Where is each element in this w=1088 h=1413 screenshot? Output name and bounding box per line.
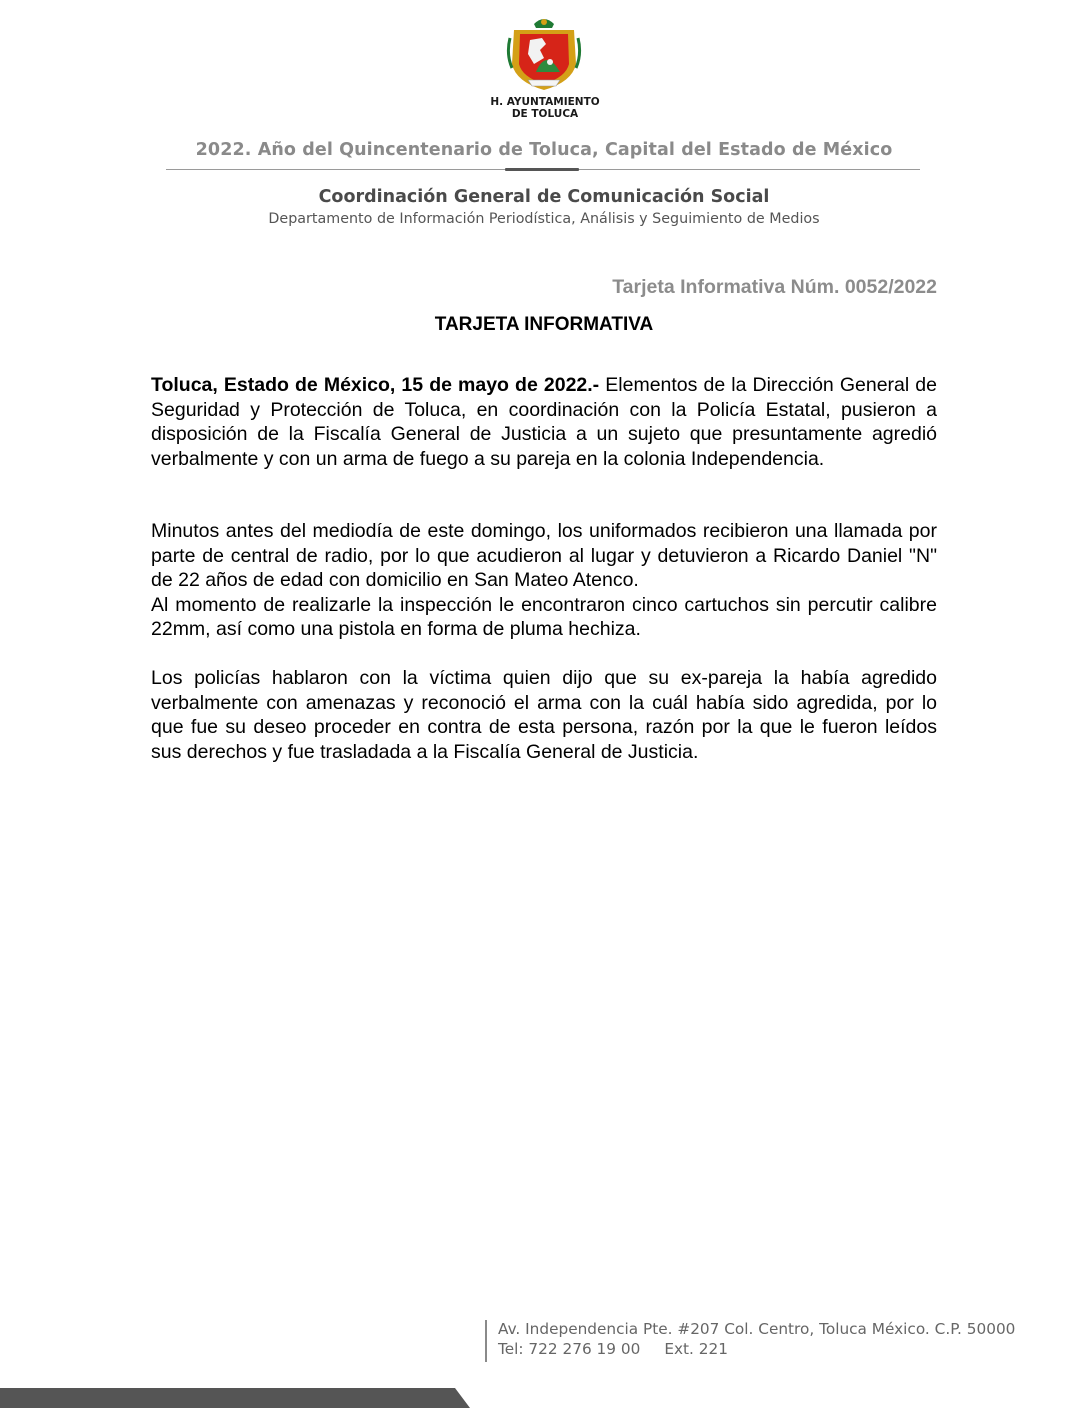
footer-address: Av. Independencia Pte. #207 Col. Centro, Toluca México. C.P. 50000 bbox=[498, 1320, 1016, 1338]
document-title: TARJETA INFORMATIVA bbox=[434, 314, 654, 335]
year-motto: 2022. Año del Quincentenario de Toluca, Capital del Estado de México bbox=[195, 140, 893, 160]
paragraph-2 bbox=[151, 519, 937, 642]
institution-line-2: DE TOLUCA bbox=[511, 108, 579, 120]
department-subtitle: Departamento de Información Periodística, Análisis y Seguimiento de Medios bbox=[268, 211, 820, 227]
institution-line-1: H. AYUNTAMIENTO bbox=[490, 96, 600, 108]
footer-phone: Tel: 722 276 19 00 bbox=[498, 1340, 641, 1358]
footer-phone-line bbox=[498, 1340, 728, 1358]
paragraph-1-text: Elementos de la Dirección General de Seguridad y Protección de Toluca, en coordinación con la Policía Estatal, pusieron a disposición de la Fiscalía General de Justicia a un sujeto que presuntamente agredió verbalmente y con un arma de fuego a su pareja en la colonia Independencia. bbox=[151, 374, 938, 470]
paragraph-2-b: Al momento de realizarle la inspección le encontraron cinco cartuchos sin percutir calibre 22mm, así como una pistola en forma de pluma hechiza. bbox=[151, 593, 937, 641]
header-divider-accent bbox=[505, 168, 579, 171]
paragraph-1 bbox=[151, 373, 937, 471]
institution-name bbox=[470, 96, 620, 120]
footer-strip bbox=[0, 1386, 1088, 1408]
paragraph-2-a: Minutos antes del mediodía de este domingo, los uniformados recibieron una llamada por parte de central de radio, por lo que acudieron al lugar y detuvieron a Ricardo Daniel "N" de 22 años de edad con domicilio en San Mateo Atenco. bbox=[151, 520, 937, 592]
coat-of-arms-icon bbox=[506, 14, 582, 94]
footer-divider bbox=[485, 1320, 487, 1362]
dateline: Toluca, Estado de México, 15 de mayo de 2022.- bbox=[151, 374, 600, 396]
footer-extension: Ext. 221 bbox=[664, 1340, 728, 1358]
paragraph-3: Los policías hablaron con la víctima quien dijo que su ex-pareja la había agredido verbalmente con amenazas y reconoció el arma con la cuál había sido agredida, por lo que fue su deseo proceder en contra de esta persona, razón por la que le fueron leídos sus derechos y fue trasladada a la Fiscalía General de Justicia. bbox=[151, 667, 937, 763]
card-number: Tarjeta Informativa Núm. 0052/2022 bbox=[612, 276, 937, 298]
coordination-title: Coordinación General de Comunicación Social bbox=[318, 187, 770, 207]
